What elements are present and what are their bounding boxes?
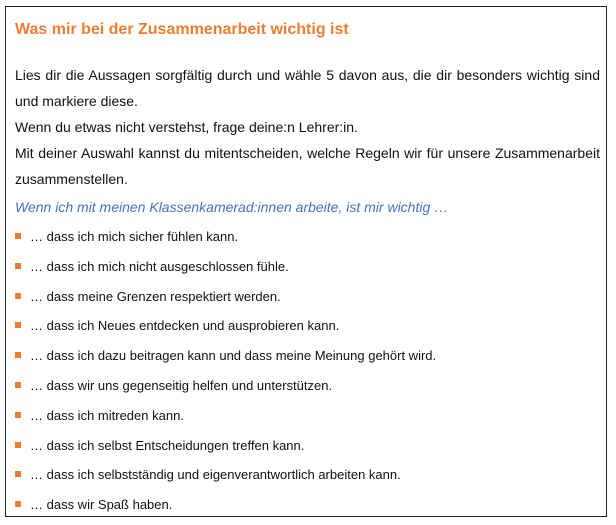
worksheet-title: Was mir bei der Zusammenarbeit wichtig ist: [15, 21, 349, 38]
square-bullet-icon: [15, 233, 21, 239]
square-bullet-icon: [15, 442, 21, 448]
square-bullet-icon: [15, 382, 21, 388]
list-item[interactable]: [15, 316, 436, 346]
list-item-text: … dass wir uns gegenseitig helfen und unterstützen.: [30, 377, 333, 393]
list-item-text: … dass meine Grenzen respektiert werden.: [30, 288, 281, 304]
list-item[interactable]: [15, 436, 436, 466]
list-item[interactable]: [15, 465, 436, 495]
list-item[interactable]: [15, 495, 436, 525]
square-bullet-icon: [15, 322, 21, 328]
square-bullet-icon: [15, 501, 21, 507]
instruction-line-3: Mit deiner Auswahl kannst du mitentscheiden, welche Regeln wir für unsere Zusammenarbeit zusammenstellen.: [15, 145, 600, 187]
square-bullet-icon: [15, 263, 21, 269]
list-item-text: … dass wir Spaß haben.: [30, 497, 173, 513]
instruction-line-2: Wenn du etwas nicht verstehst, frage deine:n Lehrer:in.: [15, 119, 358, 135]
list-item-text: … dass ich selbst Entscheidungen treffen kann.: [30, 437, 305, 453]
list-item-text: … dass ich mich nicht ausgeschlossen fühle.: [30, 258, 289, 274]
statement-list: [15, 227, 436, 525]
list-subheading: Wenn ich mit meinen Klassenkamerad:innen arbeite, ist mir wichtig …: [15, 199, 449, 215]
worksheet-frame: [5, 6, 607, 517]
list-item-text: … dass ich mich sicher fühlen kann.: [30, 229, 239, 244]
list-item[interactable]: [15, 376, 436, 406]
list-item-text: … dass ich Neues entdecken und ausprobieren kann.: [30, 318, 340, 334]
square-bullet-icon: [15, 293, 21, 299]
list-item-text: … dass ich dazu beitragen kann und dass meine Meinung gehört wird.: [30, 348, 437, 364]
list-item[interactable]: [15, 227, 436, 257]
list-item-text: … dass ich selbstständig und eigenverantwortlich arbeiten kann.: [30, 467, 401, 483]
list-item-text: … dass ich mitreden kann.: [30, 407, 184, 423]
square-bullet-icon: [15, 471, 21, 477]
instructions: [15, 62, 600, 192]
square-bullet-icon: [15, 352, 21, 358]
list-item[interactable]: [15, 287, 436, 317]
list-item[interactable]: [15, 406, 436, 436]
list-item[interactable]: [15, 346, 436, 376]
instruction-line-1: Lies dir die Aussagen sorgfältig durch und wähle 5 davon aus, die dir besonders wichtig sind und markiere diese.: [15, 67, 600, 109]
list-item[interactable]: [15, 257, 436, 287]
square-bullet-icon: [15, 412, 21, 418]
